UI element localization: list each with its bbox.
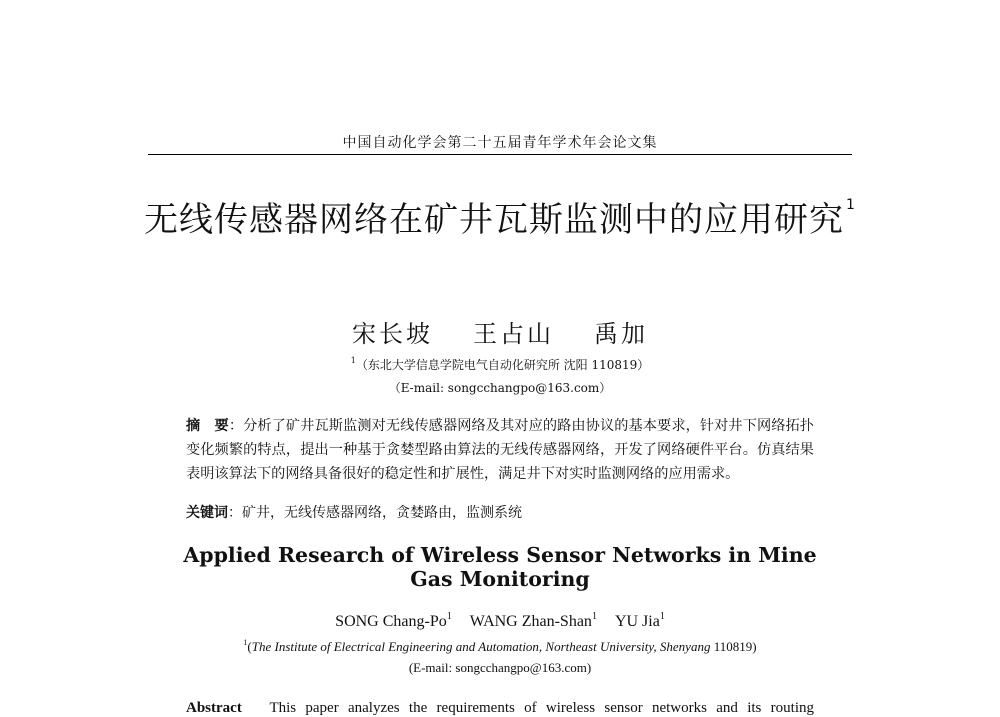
en-abstract-text: This paper analyzes the requirements of wireless sensor networks and its routing bbox=[269, 700, 814, 716]
abstract-label: 摘 要 bbox=[186, 418, 229, 434]
chinese-affiliation bbox=[0, 356, 1000, 373]
english-abstract bbox=[186, 697, 814, 717]
en-author-3: YU Jia bbox=[614, 613, 660, 630]
chinese-paper-title bbox=[140, 180, 860, 245]
affiliation-text: （东北大学信息学院电气自动化研究所 沈阳 110819） bbox=[355, 358, 650, 372]
english-affiliation bbox=[0, 638, 1000, 655]
en-affiliation-italic: The Institute of Electrical Engineering and Automation, Northeast University, Shenyang bbox=[251, 639, 711, 654]
author-3: 禹加 bbox=[594, 320, 648, 348]
en-author-1-mark: 1 bbox=[446, 611, 452, 622]
keywords-text: ：矿井，无线传感器网络，贪婪路由，监测系统 bbox=[228, 505, 522, 521]
author-2: 王占山 bbox=[473, 320, 554, 348]
en-author-3-mark: 1 bbox=[659, 611, 665, 622]
paren-open: ( bbox=[247, 639, 252, 654]
affiliation-mark: 1 bbox=[350, 356, 356, 365]
proceedings-header: 中国自动化学会第二十五届青年学术年会论文集 bbox=[342, 135, 658, 151]
abstract-text: ：分析了矿井瓦斯监测对无线传感器网络及其对应的路由协议的基本要求，针对井下网络拓扑变化频繁的特点，提出一种基于贪婪型路由算法的无线传感器网络，开发了网络硬件平台。仿真结果表明该算法下的网络具备很好的稳定性和扩展性，满足井下对实时监测网络的应用需求。 bbox=[186, 418, 814, 482]
english-authors bbox=[0, 611, 1000, 631]
header-rule bbox=[148, 154, 852, 155]
chinese-abstract bbox=[186, 414, 814, 486]
chinese-email: （E-mail: songcchangpo@163.com） bbox=[388, 381, 612, 395]
english-paper-title: Applied Research of Wireless Sensor Networks in Mine Gas Monitoring bbox=[183, 543, 817, 591]
title-footnote-mark: 1 bbox=[846, 197, 856, 213]
en-author-2: WANG Zhan-Shan bbox=[469, 613, 592, 630]
en-author-2-mark: 1 bbox=[591, 611, 597, 622]
chinese-authors bbox=[0, 314, 1000, 349]
en-affiliation-tail: 110819) bbox=[710, 639, 757, 654]
author-1: 宋长坡 bbox=[352, 320, 433, 348]
chinese-title-text: 无线传感器网络在矿井瓦斯监测中的应用研究 bbox=[144, 200, 845, 240]
keywords-label: 关键词 bbox=[186, 505, 228, 521]
en-author-1: SONG Chang-Po bbox=[335, 613, 447, 630]
en-abstract-label: Abstract bbox=[186, 700, 242, 716]
en-affiliation-mark: 1 bbox=[243, 638, 248, 647]
english-email: (E-mail: songcchangpo@163.com) bbox=[408, 660, 592, 675]
chinese-keywords bbox=[186, 502, 814, 522]
